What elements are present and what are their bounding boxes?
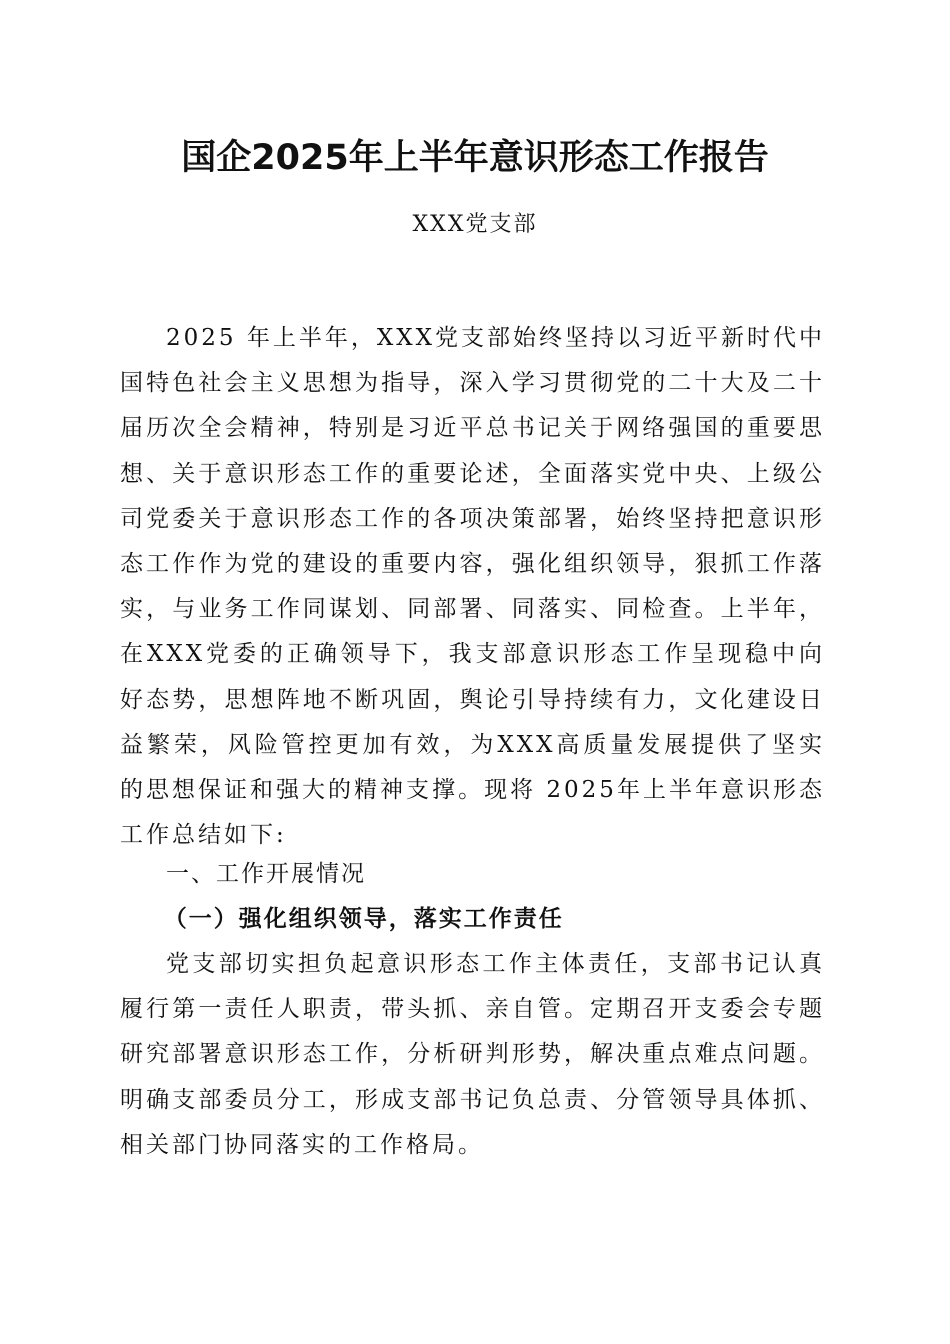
section-paragraph: 党支部切实担负起意识形态工作主体责任，支部书记认真履行第一责任人职责，带头抓、亲自管。定期召开支委会专题研究部署意识形态工作，分析研判形势，解决重点难点问题。明确支部委员分工，形成支部书记负总责、分管领导具体抓、相关部门协同落实的工作格局。	[120, 951, 825, 1158]
intro-paragraph: 2025 年上半年，XXX党支部始终坚持以习近平新时代中国特色社会主义思想为指导，深入学习贯彻党的二十大及二十届历次全会精神，特别是习近平总书记关于网络强国的重要思想、关于意识形态工作的重要论述，全面落实党中央、上级公司党委关于意识形态工作的各项决策部署，始终坚持把意识形态工作作为党的建设的重要内容，强化组织领导，狠抓工作落实，与业务工作同谋划、同部署、同落实、同检查。上半年，在XXX党委的正确领导下，我支部意识形态工作呈现稳中向好态势，思想阵地不断巩固，舆论引导持续有力，文化建设日益繁荣，风险管控更加有效，为XXX高质量发展提供了坚实的思想保证和强大的精神支撑。现将 2025年上半年意识形态工作总结如下:	[120, 325, 825, 849]
section-heading: 一、工作开展情况	[166, 861, 366, 887]
subsection-heading: （一）强化组织领导，落实工作责任	[163, 906, 564, 932]
page-title: 国企2025年上半年意识形态工作报告	[181, 138, 769, 178]
document-author: XXX党支部	[412, 212, 538, 237]
